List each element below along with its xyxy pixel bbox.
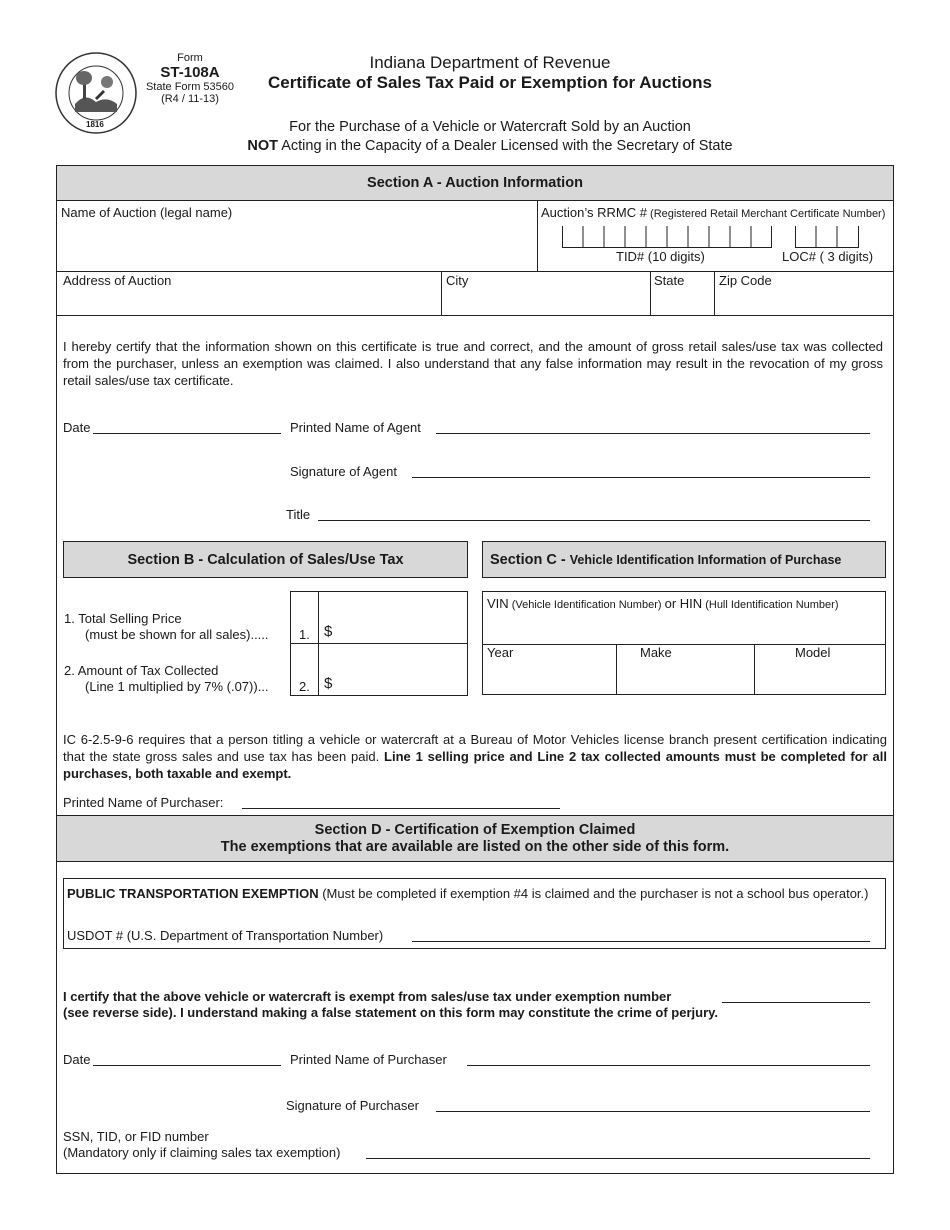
- rrmc-note: (Registered Retail Merchant Certificate Number): [646, 208, 886, 220]
- revision-date: (R4 / 11-13): [161, 93, 219, 105]
- purchaser-date-field[interactable]: [93, 1065, 281, 1066]
- subtitle-not: NOT: [247, 138, 278, 154]
- ssn-field[interactable]: [366, 1158, 870, 1159]
- subtitle-line1: For the Purchase of a Vehicle or Watercraft Sold by an Auction: [289, 119, 691, 135]
- exemption-certify-line1: I certify that the above vehicle or watercraft is exempt from sales/use tax under exemption number: [63, 989, 672, 1004]
- agent-printed-name-label: Printed Name of Agent: [290, 420, 421, 435]
- purchaser-printed-name-field[interactable]: [467, 1065, 870, 1066]
- hin-note: (Hull Identification Number): [702, 599, 839, 611]
- model-field[interactable]: [756, 662, 884, 693]
- section-a-heading: Section A - Auction Information: [56, 165, 894, 201]
- line2-label: 2. Amount of Tax Collected: [64, 663, 219, 678]
- seal-year: 1816: [86, 120, 104, 129]
- vin-hin-field[interactable]: [484, 614, 884, 642]
- state-field[interactable]: [652, 290, 712, 314]
- state-label: State: [654, 273, 685, 288]
- agent-printed-name-field[interactable]: [436, 433, 870, 434]
- ssn-label: SSN, TID, or FID number: [63, 1129, 209, 1144]
- section-c-heading: Section C - Vehicle Identification Information of Purchase: [482, 541, 886, 578]
- loc-digit-boxes[interactable]: [795, 226, 859, 248]
- line2-note: (Line 1 multiplied by 7% (.07))...: [85, 679, 269, 694]
- make-field[interactable]: [618, 662, 752, 693]
- agent-signature-field[interactable]: [412, 477, 870, 478]
- year-label: Year: [487, 645, 514, 660]
- line2-dollar: $: [324, 675, 333, 692]
- agent-date-label: Date: [63, 420, 91, 435]
- line1-label: 1. Total Selling Price: [64, 611, 182, 626]
- page-title: Certificate of Sales Tax Paid or Exemption for Auctions: [268, 73, 712, 92]
- public-transportation-heading: PUBLIC TRANSPORTATION EXEMPTION: [67, 886, 319, 901]
- purchaser-signature-label: Signature of Purchaser: [286, 1098, 419, 1113]
- tid-digit-boxes[interactable]: [562, 226, 772, 248]
- exemption-number-field[interactable]: [722, 1002, 870, 1003]
- vin-note: (Vehicle Identification Number): [508, 599, 665, 611]
- auction-name-label: Name of Auction (legal name): [61, 205, 233, 220]
- hin-label: HIN: [676, 596, 703, 611]
- address-label: Address of Auction: [63, 273, 172, 288]
- model-label: Model: [795, 645, 831, 660]
- vin-or: or: [664, 596, 677, 611]
- agent-title-label: Title: [286, 507, 311, 522]
- agent-certification-text: I hereby certify that the information shown on this certificate is true and correct, and the amount of gross retail sales/use tax was collected from the purchaser, unless an exemption was claimed. I also understand that any false information may result in the revocation of my gross retail sales/use tax certificate.: [63, 339, 883, 388]
- ssn-note: (Mandatory only if claiming sales tax exemption): [63, 1145, 341, 1160]
- line1-note: (must be shown for all sales).....: [85, 627, 269, 642]
- ic-notice-bold: Line 1 selling price and Line 2 tax collected amounts must be completed for all purchases, both taxable and exempt.: [63, 749, 887, 781]
- zip-label: Zip Code: [719, 273, 772, 288]
- line1-number: 1.: [299, 627, 310, 642]
- subtitle-line2: Acting in the Capacity of a Dealer Licensed with the Secretary of State: [278, 138, 733, 154]
- line1-dollar: $: [324, 623, 333, 640]
- make-label: Make: [640, 645, 672, 660]
- purchaser-signature-field[interactable]: [436, 1111, 870, 1112]
- loc-label: LOC# ( 3 digits): [782, 249, 874, 264]
- state-seal: [55, 52, 137, 134]
- auction-name-field[interactable]: [58, 222, 534, 270]
- usdot-label: USDOT # (U.S. Department of Transportation Number): [67, 928, 384, 943]
- public-transportation-note: (Must be completed if exemption #4 is claimed and the purchaser is not a school bus operator.): [318, 886, 869, 901]
- ic-notice-text: IC 6-2.5-9-6 requires that a person titling a vehicle or watercraft at a Bureau of Motor Vehicles license branch present certification indicating that the state gross sales and use tax has been paid.: [63, 732, 887, 764]
- section-d-heading: Section D - Certification of Exemption Claimed The exemptions that are available are listed on the other side of this form.: [56, 815, 894, 862]
- purchaser-name-field[interactable]: [242, 808, 560, 809]
- city-field[interactable]: [443, 290, 648, 314]
- purchaser-date-label: Date: [63, 1052, 91, 1067]
- form-number: ST-108A: [160, 64, 220, 81]
- line2-number: 2.: [299, 679, 310, 694]
- department-name: Indiana Department of Revenue: [369, 53, 611, 72]
- agent-signature-label: Signature of Agent: [290, 464, 397, 479]
- ic-notice: [63, 731, 887, 782]
- exemption-certify-line2: (see reverse side). I understand making a false statement on this form may constitute the crime of perjury.: [63, 1005, 719, 1020]
- zip-field[interactable]: [716, 290, 891, 314]
- tax-collected-field[interactable]: [320, 645, 466, 694]
- agent-date-field[interactable]: [93, 433, 281, 434]
- purchaser-name-label: Printed Name of Purchaser:: [63, 795, 224, 810]
- state-form-number: State Form 53560: [145, 81, 235, 93]
- year-field[interactable]: [484, 662, 614, 693]
- address-field[interactable]: [58, 290, 438, 314]
- agent-title-field[interactable]: [318, 520, 870, 521]
- form-word: Form: [177, 52, 203, 64]
- usdot-field[interactable]: [412, 941, 870, 942]
- total-selling-price-field[interactable]: [320, 593, 466, 642]
- city-label: City: [446, 273, 469, 288]
- section-b-heading: Section B - Calculation of Sales/Use Tax: [63, 541, 468, 578]
- purchaser-printed-name-label: Printed Name of Purchaser: [290, 1052, 447, 1067]
- tid-label: TID# (10 digits): [616, 249, 705, 264]
- vin-label: VIN: [487, 596, 509, 611]
- rrmc-label: Auction’s RRMC #: [541, 205, 647, 220]
